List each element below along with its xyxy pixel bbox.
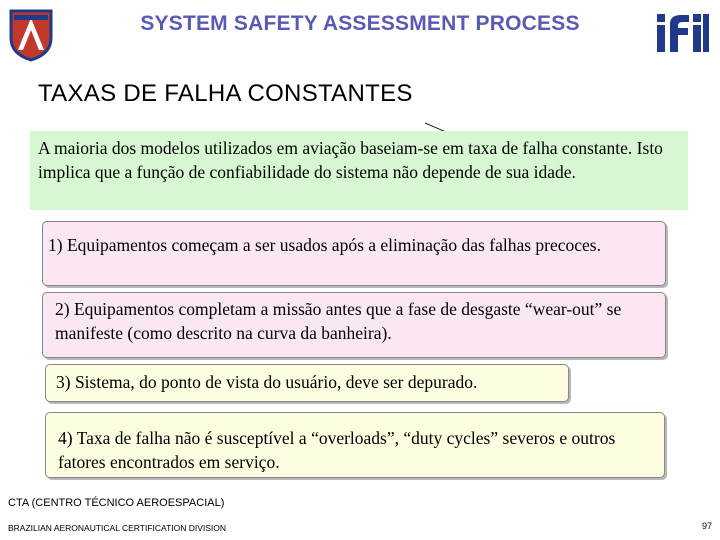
footer-division: BRAZILIAN AERONAUTICAL CERTIFICATION DIVISION <box>8 523 227 533</box>
list-item-4: 4) Taxa de falha não é susceptível a “overloads”, “duty cycles” severos e outros fatores encontrados em serviço. <box>45 412 665 478</box>
footer-org: CTA (CENTRO TÉCNICO AEROESPACIAL) <box>8 497 225 509</box>
list-item-3: 3) Sistema, do ponto de vista do usuário, deve ser depurado. <box>45 364 569 402</box>
header-title: SYSTEM SAFETY ASSESSMENT PROCESS <box>140 12 580 35</box>
slide-title: TAXAS DE FALHA CONSTANTES <box>38 80 413 107</box>
ifi-logo <box>655 12 711 54</box>
list-item-2: 2) Equipamentos completam a missão antes que a fase de desgaste “wear-out” se manifeste (como descrito na curva da banheira). <box>42 292 666 358</box>
intro-text-box: A maioria dos modelos utilizados em aviação baseiam-se em taxa de falha constante. Isto implica que a função de confiabilidade do sistema não depende de sua idade. <box>30 131 688 210</box>
list-item-1: 1) Equipamentos começam a ser usados após a eliminação das falhas precoces. <box>42 221 666 286</box>
page-number: 97 <box>701 521 712 531</box>
